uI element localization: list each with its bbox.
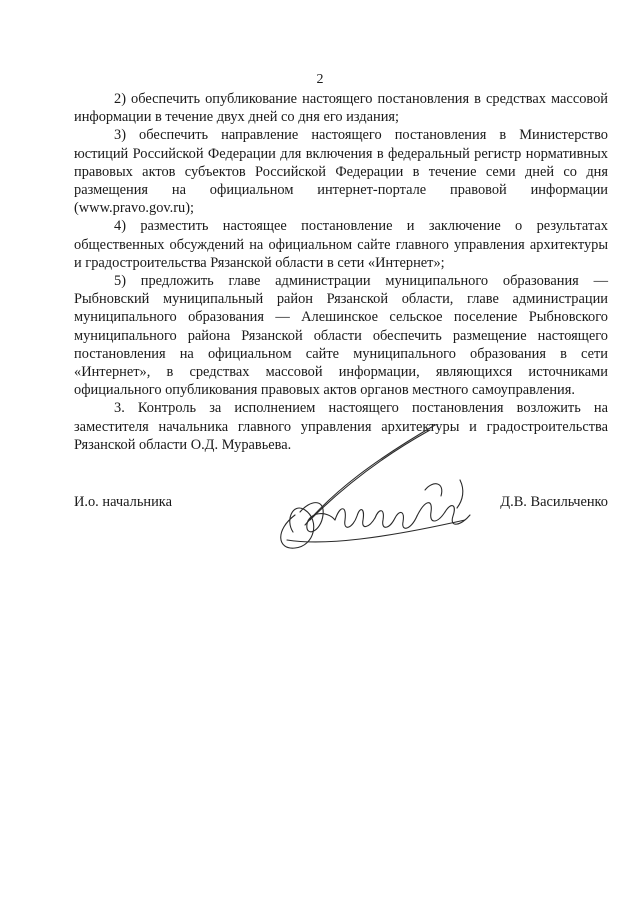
paragraph-publication: 2) обеспечить опубликование настоящего постановления в средствах массовой информации в течение двух дней со дня его издания;	[74, 91, 608, 126]
page-number: 2	[316, 72, 324, 87]
paragraph-control: 3. Контроль за исполнением настоящего постановления возложить на заместителя начальника главного управления архитектуры и градостроительства Рязанской области О.Д. Муравьева.	[74, 400, 608, 453]
paragraph-ministry-of-justice: 3) обеспечить направление настоящего постановления в Министерство юстиций Российской Федерации для включения в федеральный регистр нормативных правовых актов субъектов Российской Федерации в течение семи дней со дня размещения на официальном интернет-портале правовой информации (www.pravo.gov.ru);	[74, 127, 608, 217]
handwritten-signature	[265, 420, 495, 570]
signatory-title: И.о. начальника	[74, 494, 172, 510]
paragraph-website-placement: 4) разместить настоящее постановление и заключение о результатах общественных обсуждений на официальном сайте главного управления архитектуры и градостроительства Рязанской области в сети «Интернет»;	[74, 218, 608, 271]
document-body	[74, 90, 608, 454]
signatory-name: Д.В. Васильченко	[500, 494, 608, 510]
paragraph-municipal-heads: 5) предложить главе администрации муниципального образования — Рыбновский муниципальный район Рязанской области, главе администрации муниципального образования — Алешинское сельское поселение Рыбновского муниципального района Рязанской области обеспечить размещение настоящего постановления на официальном сайте муниципального образования в сети «Интернет», в средствах массовой информации, являющихся источниками официального опубликования правовых актов органов местного самоуправления.	[74, 273, 608, 399]
